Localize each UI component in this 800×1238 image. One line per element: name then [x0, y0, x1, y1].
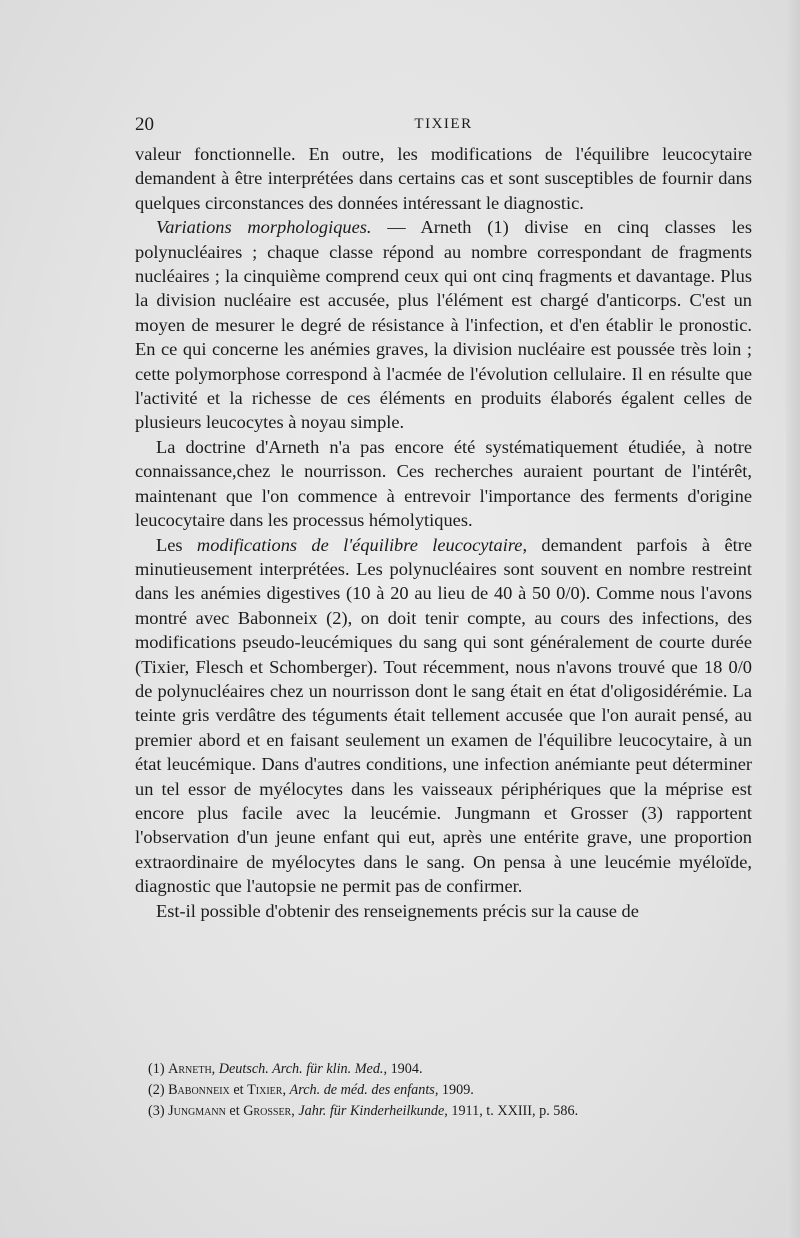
body-text	[135, 142, 752, 923]
footnote-details: , 1911, t. XXIII, p. 586.	[444, 1103, 579, 1119]
page-edge	[786, 0, 800, 1238]
footnote-author: Tixier	[247, 1082, 283, 1098]
footnote-separator: ,	[291, 1103, 299, 1119]
page-header	[135, 114, 752, 140]
running-title: TIXIER	[414, 116, 473, 132]
footnote-1	[148, 1059, 752, 1080]
footnote-author: Jungmann	[168, 1103, 226, 1119]
footnote-conjunction: et	[225, 1103, 244, 1119]
footnote-separator: ,	[211, 1061, 219, 1077]
footnote-details: , 1909.	[434, 1082, 474, 1098]
footnote-2	[148, 1080, 752, 1101]
paragraph-text-start: Les	[156, 534, 197, 555]
footnote-details: , 1904.	[383, 1061, 423, 1077]
footnote-author: Arneth	[168, 1061, 212, 1077]
footnote-conjunction: et	[229, 1082, 248, 1098]
footnote-source: Arch. de méd. des enfants	[289, 1082, 435, 1098]
footnote-number: (3)	[148, 1103, 169, 1119]
section-heading: Variations morphologiques.	[156, 217, 372, 238]
paragraph-text: , demandent parfois à être minutieusement interprétées. Les polynucléaires sont souvent en nombre restreint dans les anémies digestives (10 à 20 au lieu de 40 à 50 0/0). Comme nous l'avons montré avec Babonneix (2), on doit tenir compte, au cours des infections, des modifications pseudo-leucémiques du sang qui sont généralement de courte durée (Tixier, Flesch et Schomberger). Tout récemment, nous n'avons trouvé que 18 0/0 de polynucléaires chez un nourrisson dont le sang était en état d'oligosidérémie. La teinte gris verdâtre des téguments était tellement accusée que l'on aurait pensé, au premier abord et en faisant seulement un examen de l'équilibre leucocytaire, à un état leucémique. Dans d'autres conditions, une infection anémiante peut déterminer un tel essor de myélocytes dans les vaisseaux périphériques que la méprise est encore plus facile avec la leucémie. Jungmann et Grosser (3) rapportent l'observation d'un jeune enfant qui eut, après une entérite grave, une proportion extraordinaire de myélocytes dans le sang. On pensa à une leucémie myéloïde, diagnostic que l'autopsie ne permit pas de confirmer.	[135, 534, 753, 897]
footnote-source: Jahr. für Kinderheilkunde	[298, 1103, 445, 1119]
paragraph-modifications-equilibre	[135, 533, 752, 899]
footnote-number: (2)	[148, 1082, 169, 1098]
footnotes	[148, 1059, 752, 1122]
emphasized-term: modifications de l'équilibre leucocytaire	[196, 534, 523, 555]
paragraph-final-question: Est-il possible d'obtenir des renseignements précis sur la cause de	[156, 900, 639, 921]
paragraph-doctrine-arneth: La doctrine d'Arneth n'a pas encore été systématiquement étudiée, à notre connaissance,chez le nourrisson. Ces recherches auraient pourtant de l'intérêt, maintenant que l'on commence à entrevoir l'importance des ferments d'origine leucocytaire dans les processus hémolytiques.	[135, 436, 752, 531]
footnote-separator: ,	[282, 1082, 290, 1098]
footnote-3	[148, 1101, 752, 1122]
footnote-author: Babonneix	[168, 1082, 230, 1098]
paragraph-variations-morphologiques	[135, 215, 752, 435]
footnote-number: (1)	[148, 1061, 169, 1077]
footnote-author: Grosser	[243, 1103, 292, 1119]
paragraph-continuation: valeur fonctionnelle. En outre, les modifications de l'équilibre leucocytaire demandent à être interprétées dans certains cas et sont susceptibles de fournir dans quelques circonstances des données intéressant le diagnostic.	[135, 144, 752, 213]
paragraph-text: — Arneth (1) divise en cinq classes les polynucléaires ; chaque classe répond au nombre correspondant de fragments nucléaires ; la cinquième comprend ceux qui ont cinq fragments et davantage. Plus la division nucléaire est accusée, plus l'élément est chargé d'anticorps. C'est un moyen de mesurer le degré de résistance à l'infection, et d'en établir le pronostic. En ce qui concerne les anémies graves, la division nucléaire est poussée très loin ; cette polymorphose correspond à l'acmée de l'évolution cellulaire. Il en résulte que l'activité et la richesse de ces éléments en produits élaborés égalent celles de plusieurs leucocytes à noyau simple.	[135, 217, 752, 433]
footnote-source: Deutsch. Arch. für klin. Med.	[218, 1061, 384, 1077]
page-number: 20	[135, 114, 154, 135]
